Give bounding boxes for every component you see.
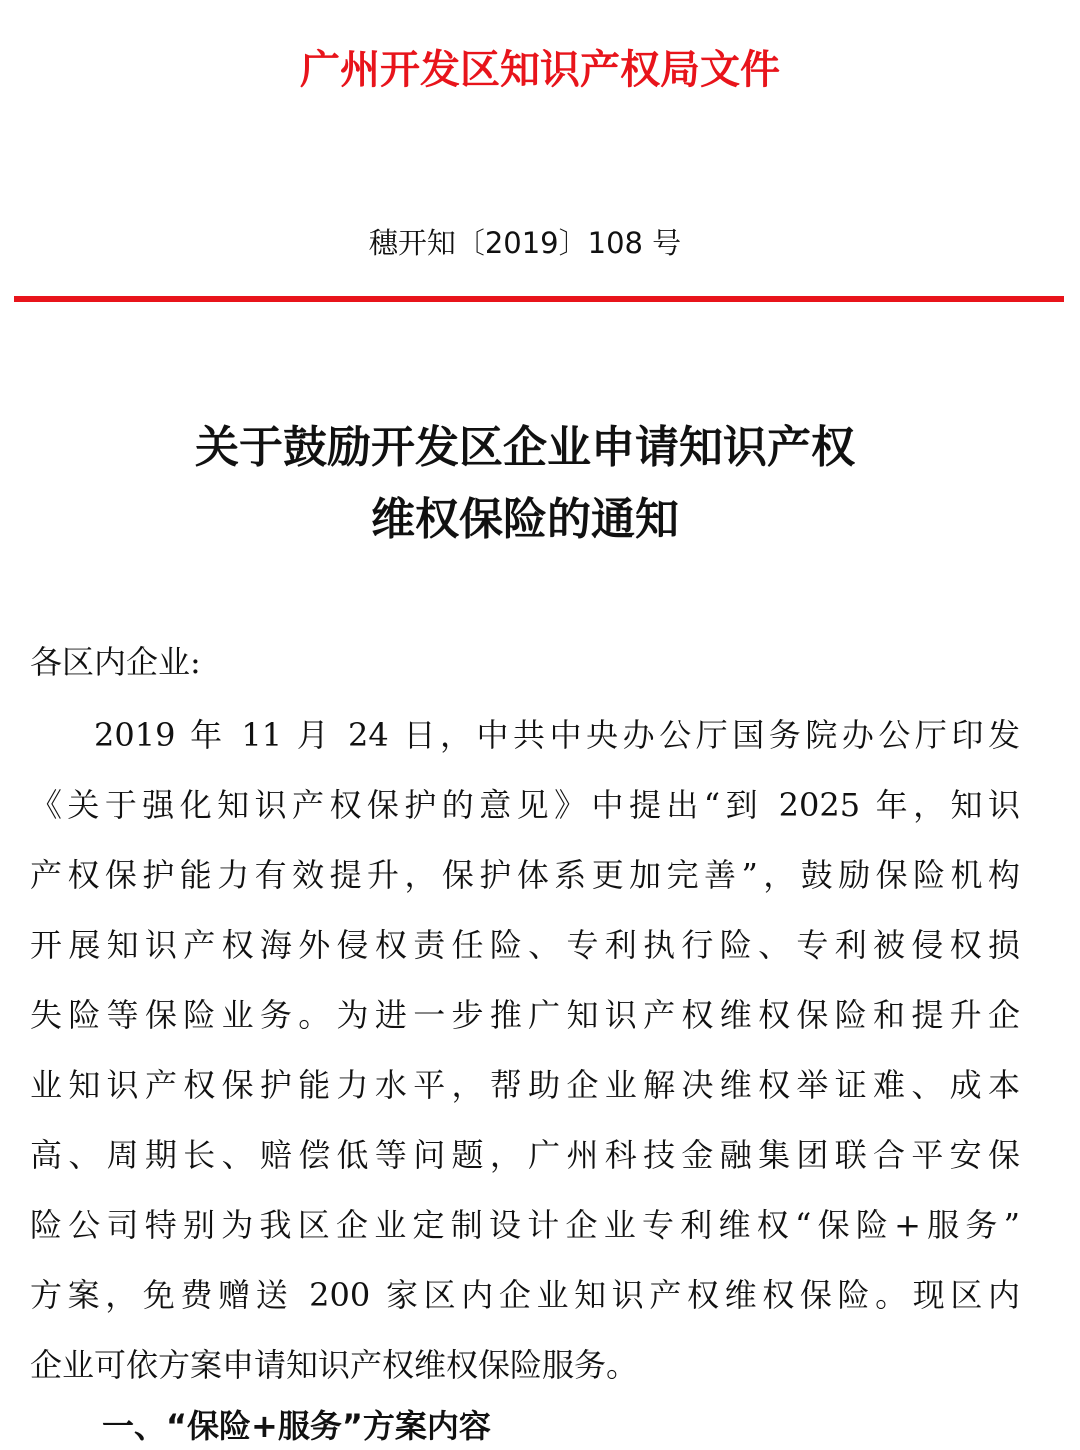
notice-title-line-2: 维权保险的通知	[371, 494, 679, 545]
body-line: 险公司特别为我区企业定制设计企业专利维权“保险+服务”	[30, 1206, 1020, 1244]
body-line: 方案，免费赠送 200 家区内企业知识产权维权保险。现区内	[30, 1276, 1020, 1314]
body-line: 业知识产权保护能力水平，帮助企业解决维权举证难、成本	[30, 1066, 1020, 1104]
body-line: 产权保护能力有效提升，保护体系更加完善”，鼓励保险机构	[30, 856, 1020, 894]
body-paragraph	[30, 700, 1020, 1400]
document-number: 穗开知〔2019〕108 号	[368, 226, 682, 260]
section-heading: 一、“保险+服务”方案内容	[102, 1407, 491, 1445]
masthead-title: 广州开发区知识产权局文件	[300, 46, 780, 93]
notice-title	[0, 412, 1050, 556]
body-line: 2019 年 11 月 24 日，中共中央办公厅国务院办公厅印发	[94, 716, 1020, 754]
body-line: 企业可依方案申请知识产权维权保险服务。	[30, 1346, 639, 1384]
body-line: 《关于强化知识产权保护的意见》中提出“到 2025 年，知识	[30, 786, 1020, 824]
salutation: 各区内企业:	[30, 643, 201, 681]
body-line: 高、周期长、赔偿低等问题，广州科技金融集团联合平安保	[30, 1136, 1020, 1174]
body-line: 失险等保险业务。为进一步推广知识产权维权保险和提升企	[30, 996, 1020, 1034]
body-line: 开展知识产权海外侵权责任险、专利执行险、专利被侵权损	[30, 926, 1020, 964]
red-separator-line	[14, 296, 1064, 302]
notice-title-line-1: 关于鼓励开发区企业申请知识产权	[195, 422, 855, 473]
